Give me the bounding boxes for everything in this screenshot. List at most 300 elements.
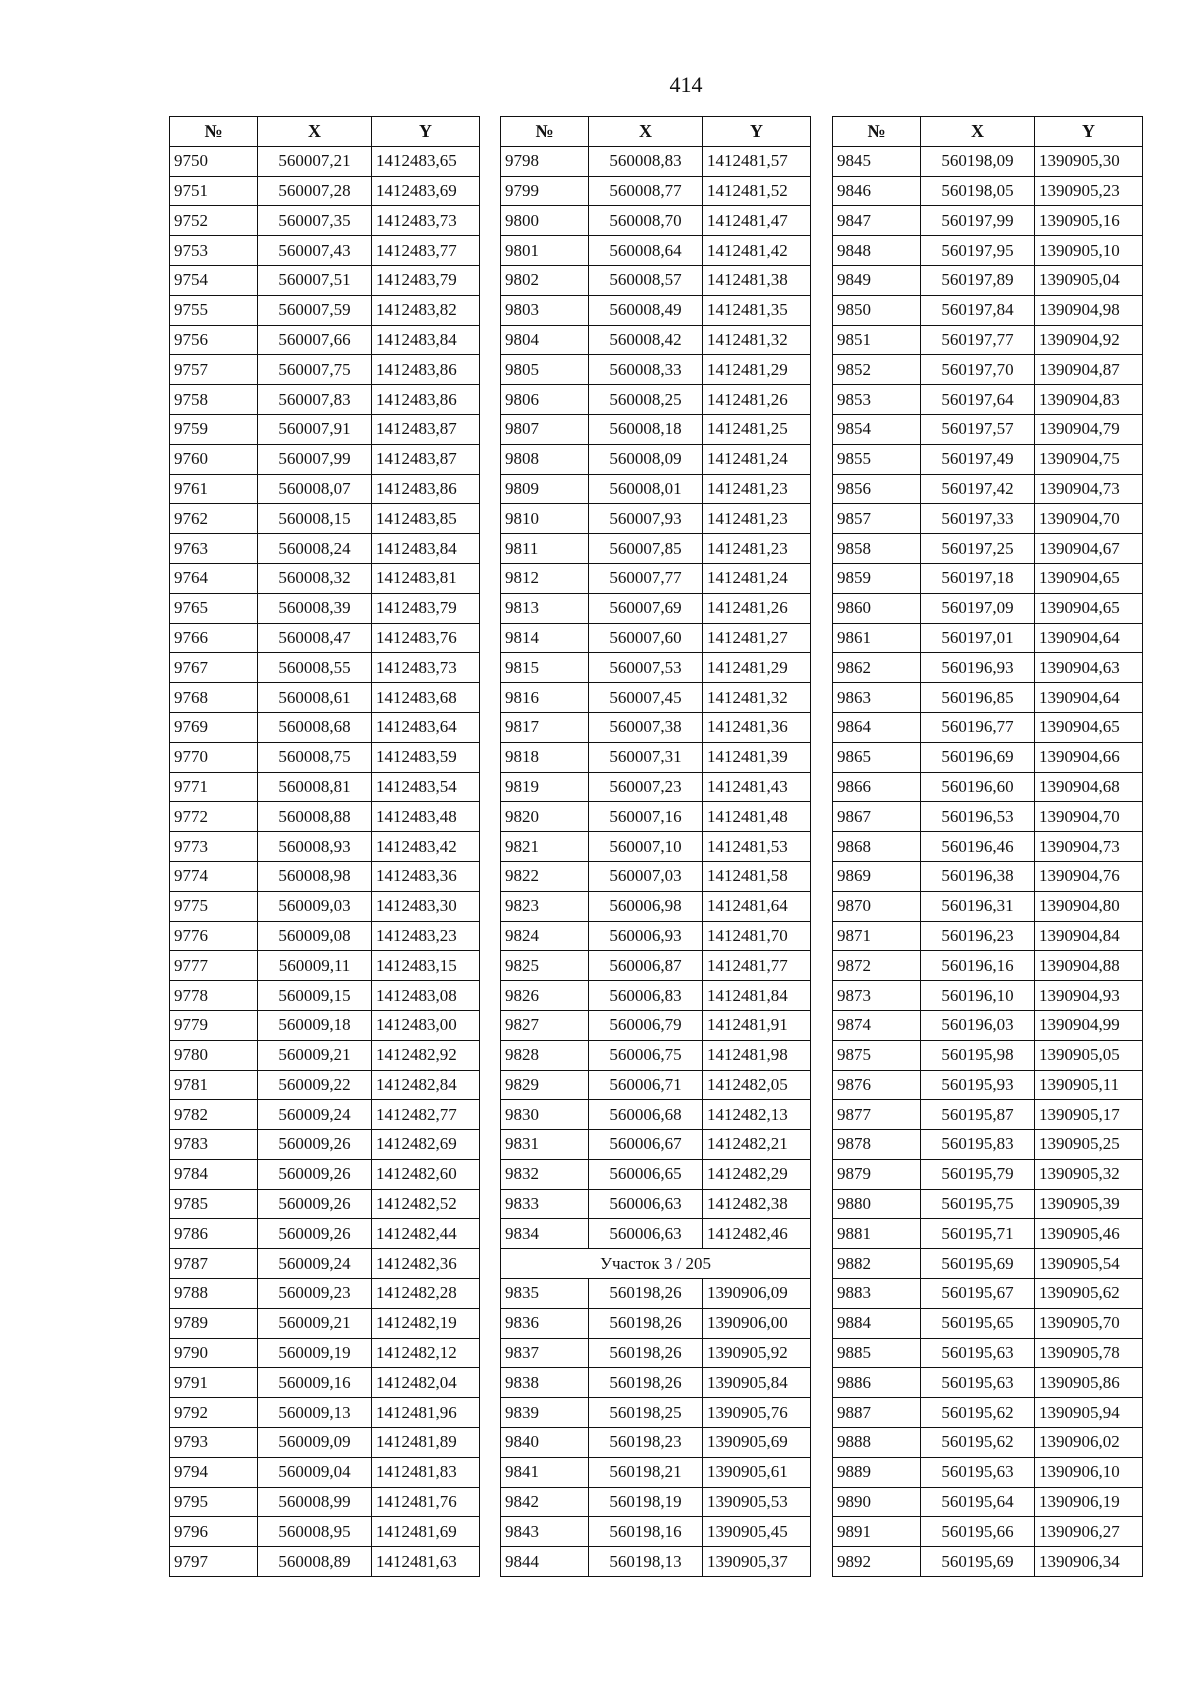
point-number: 9812 [501,563,589,593]
x-coordinate: 560008,55 [258,653,372,683]
point-number: 9779 [170,1010,258,1040]
y-coordinate: 1412481,43 [703,772,811,802]
table-row [833,1487,1143,1517]
y-coordinate: 1390904,79 [1035,414,1143,444]
table-row [501,1428,811,1458]
x-coordinate: 560007,35 [258,206,372,236]
x-coordinate: 560009,26 [258,1189,372,1219]
y-coordinate: 1412481,25 [703,414,811,444]
x-coordinate: 560195,75 [921,1189,1035,1219]
point-number: 9763 [170,534,258,564]
y-coordinate: 1412481,36 [703,712,811,742]
point-number: 9837 [501,1338,589,1368]
y-coordinate: 1412481,26 [703,593,811,623]
table-row [170,474,480,504]
point-number: 9781 [170,1070,258,1100]
table-row [170,1249,480,1279]
table-row [501,1368,811,1398]
x-coordinate: 560197,70 [921,355,1035,385]
point-number: 9821 [501,832,589,862]
point-number: 9865 [833,742,921,772]
point-number: 9889 [833,1457,921,1487]
y-coordinate: 1412481,32 [703,325,811,355]
table-row [833,206,1143,236]
x-coordinate: 560009,03 [258,891,372,921]
table-row [833,355,1143,385]
y-coordinate: 1412481,29 [703,653,811,683]
table-row [833,861,1143,891]
point-number: 9887 [833,1398,921,1428]
table-row [170,1130,480,1160]
point-number: 9846 [833,176,921,206]
point-number: 9782 [170,1100,258,1130]
table-row [833,1517,1143,1547]
table-row [833,891,1143,921]
x-coordinate: 560197,77 [921,325,1035,355]
x-coordinate: 560197,01 [921,623,1035,653]
y-coordinate: 1412483,00 [372,1010,480,1040]
y-coordinate: 1412482,44 [372,1219,480,1249]
x-coordinate: 560196,16 [921,951,1035,981]
table-row [501,1517,811,1547]
y-coordinate: 1412483,73 [372,653,480,683]
y-coordinate: 1412482,84 [372,1070,480,1100]
point-number: 9835 [501,1279,589,1309]
y-coordinate: 1412482,69 [372,1130,480,1160]
y-coordinate: 1390904,66 [1035,742,1143,772]
x-coordinate: 560197,25 [921,534,1035,564]
point-number: 9807 [501,414,589,444]
x-coordinate: 560006,87 [589,951,703,981]
point-number: 9802 [501,265,589,295]
point-number: 9858 [833,534,921,564]
table-row [170,414,480,444]
y-coordinate: 1390904,65 [1035,563,1143,593]
point-number: 9790 [170,1338,258,1368]
table-row [833,295,1143,325]
y-coordinate: 1412481,29 [703,355,811,385]
point-number: 9878 [833,1130,921,1160]
x-coordinate: 560009,26 [258,1159,372,1189]
point-number: 9786 [170,1219,258,1249]
point-number: 9862 [833,653,921,683]
point-number: 9757 [170,355,258,385]
y-coordinate: 1412481,47 [703,206,811,236]
table-row [501,1398,811,1428]
x-coordinate: 560007,93 [589,504,703,534]
header-x: X [921,117,1035,147]
x-coordinate: 560195,62 [921,1398,1035,1428]
y-coordinate: 1390905,62 [1035,1279,1143,1309]
header-number: № [170,117,258,147]
table-row [833,1308,1143,1338]
table-row [170,1457,480,1487]
point-number: 9777 [170,951,258,981]
header-y: Y [1035,117,1143,147]
y-coordinate: 1390904,70 [1035,802,1143,832]
y-coordinate: 1390904,93 [1035,981,1143,1011]
section-label: Участок 3 / 205 [501,1249,811,1279]
y-coordinate: 1412483,48 [372,802,480,832]
y-coordinate: 1390905,53 [703,1487,811,1517]
x-coordinate: 560006,98 [589,891,703,921]
x-coordinate: 560008,09 [589,444,703,474]
table-row [501,742,811,772]
point-number: 9776 [170,921,258,951]
y-coordinate: 1390904,73 [1035,474,1143,504]
table-row [833,504,1143,534]
point-number: 9818 [501,742,589,772]
y-coordinate: 1390904,64 [1035,623,1143,653]
x-coordinate: 560008,33 [589,355,703,385]
point-number: 9833 [501,1189,589,1219]
table-row [501,563,811,593]
table-row [833,951,1143,981]
y-coordinate: 1412483,79 [372,593,480,623]
y-coordinate: 1412482,05 [703,1070,811,1100]
point-number: 9847 [833,206,921,236]
x-coordinate: 560008,18 [589,414,703,444]
table-row [170,534,480,564]
x-coordinate: 560009,13 [258,1398,372,1428]
point-number: 9863 [833,683,921,713]
table-row [170,1517,480,1547]
x-coordinate: 560008,70 [589,206,703,236]
y-coordinate: 1390905,54 [1035,1249,1143,1279]
table-row [501,414,811,444]
header-x: X [589,117,703,147]
table-row [833,1398,1143,1428]
x-coordinate: 560195,87 [921,1100,1035,1130]
y-coordinate: 1390906,27 [1035,1517,1143,1547]
point-number: 9844 [501,1547,589,1577]
table-row [170,653,480,683]
y-coordinate: 1390905,25 [1035,1130,1143,1160]
y-coordinate: 1412483,76 [372,623,480,653]
point-number: 9849 [833,265,921,295]
point-number: 9855 [833,444,921,474]
y-coordinate: 1412482,28 [372,1279,480,1309]
x-coordinate: 560009,16 [258,1368,372,1398]
point-number: 9814 [501,623,589,653]
y-coordinate: 1412483,79 [372,265,480,295]
table-row [170,712,480,742]
x-coordinate: 560196,03 [921,1010,1035,1040]
x-coordinate: 560008,77 [589,176,703,206]
point-number: 9762 [170,504,258,534]
y-coordinate: 1390905,10 [1035,236,1143,266]
table-row [833,385,1143,415]
table-row [170,444,480,474]
table-row [501,534,811,564]
y-coordinate: 1412481,48 [703,802,811,832]
point-number: 9808 [501,444,589,474]
x-coordinate: 560006,75 [589,1040,703,1070]
table-row [833,176,1143,206]
x-coordinate: 560198,25 [589,1398,703,1428]
table-row [501,1159,811,1189]
point-number: 9885 [833,1338,921,1368]
point-number: 9872 [833,951,921,981]
point-number: 9804 [501,325,589,355]
y-coordinate: 1412482,77 [372,1100,480,1130]
x-coordinate: 560007,38 [589,712,703,742]
table-row [501,206,811,236]
table-row [170,1428,480,1458]
x-coordinate: 560006,63 [589,1219,703,1249]
point-number: 9830 [501,1100,589,1130]
point-number: 9824 [501,921,589,951]
point-number: 9816 [501,683,589,713]
y-coordinate: 1412483,87 [372,444,480,474]
point-number: 9774 [170,861,258,891]
x-coordinate: 560008,61 [258,683,372,713]
table-row [170,1368,480,1398]
x-coordinate: 560195,63 [921,1338,1035,1368]
y-coordinate: 1390904,76 [1035,861,1143,891]
table-row [501,1189,811,1219]
y-coordinate: 1412483,86 [372,474,480,504]
table-row [170,504,480,534]
table-row [833,1249,1143,1279]
table-row [833,236,1143,266]
y-coordinate: 1412483,08 [372,981,480,1011]
x-coordinate: 560008,81 [258,772,372,802]
point-number: 9796 [170,1517,258,1547]
y-coordinate: 1390904,83 [1035,385,1143,415]
y-coordinate: 1412482,46 [703,1219,811,1249]
table-row [501,1487,811,1517]
x-coordinate: 560008,07 [258,474,372,504]
table-row [170,206,480,236]
y-coordinate: 1390904,98 [1035,295,1143,325]
table-row [501,861,811,891]
table-row [170,265,480,295]
table-row [833,802,1143,832]
point-number: 9810 [501,504,589,534]
point-number: 9803 [501,295,589,325]
point-number: 9870 [833,891,921,921]
y-coordinate: 1412483,86 [372,385,480,415]
x-coordinate: 560195,69 [921,1249,1035,1279]
y-coordinate: 1412481,91 [703,1010,811,1040]
y-coordinate: 1412483,85 [372,504,480,534]
table-row [833,325,1143,355]
point-number: 9799 [501,176,589,206]
y-coordinate: 1390905,94 [1035,1398,1143,1428]
y-coordinate: 1390905,92 [703,1338,811,1368]
y-coordinate: 1412481,77 [703,951,811,981]
point-number: 9879 [833,1159,921,1189]
point-number: 9856 [833,474,921,504]
point-number: 9771 [170,772,258,802]
point-number: 9866 [833,772,921,802]
table-row [170,176,480,206]
x-coordinate: 560007,53 [589,653,703,683]
table-row [501,265,811,295]
y-coordinate: 1412481,69 [372,1517,480,1547]
table-row [501,1219,811,1249]
point-number: 9793 [170,1428,258,1458]
point-number: 9892 [833,1547,921,1577]
x-coordinate: 560007,69 [589,593,703,623]
point-number: 9795 [170,1487,258,1517]
y-coordinate: 1412483,84 [372,534,480,564]
y-coordinate: 1412481,35 [703,295,811,325]
point-number: 9755 [170,295,258,325]
table-row [501,593,811,623]
x-coordinate: 560197,64 [921,385,1035,415]
x-coordinate: 560197,42 [921,474,1035,504]
point-number: 9852 [833,355,921,385]
table-row [833,1368,1143,1398]
point-number: 9888 [833,1428,921,1458]
table-row [833,981,1143,1011]
x-coordinate: 560198,23 [589,1428,703,1458]
table-row [170,1159,480,1189]
y-coordinate: 1390905,69 [703,1428,811,1458]
point-number: 9886 [833,1368,921,1398]
x-coordinate: 560009,23 [258,1279,372,1309]
x-coordinate: 560007,77 [589,563,703,593]
table-row [833,832,1143,862]
point-number: 9871 [833,921,921,951]
point-number: 9794 [170,1457,258,1487]
coordinates-table-1 [169,116,480,1577]
point-number: 9778 [170,981,258,1011]
point-number: 9785 [170,1189,258,1219]
x-coordinate: 560009,11 [258,951,372,981]
x-coordinate: 560009,09 [258,1428,372,1458]
y-coordinate: 1390904,73 [1035,832,1143,862]
table-row [833,1219,1143,1249]
table-row [501,1070,811,1100]
point-number: 9766 [170,623,258,653]
y-coordinate: 1390905,70 [1035,1308,1143,1338]
x-coordinate: 560007,03 [589,861,703,891]
y-coordinate: 1412481,84 [703,981,811,1011]
x-coordinate: 560196,23 [921,921,1035,951]
x-coordinate: 560198,16 [589,1517,703,1547]
table-row [170,295,480,325]
y-coordinate: 1390906,02 [1035,1428,1143,1458]
x-coordinate: 560196,10 [921,981,1035,1011]
table-row [170,1010,480,1040]
table-row [170,1338,480,1368]
point-number: 9851 [833,325,921,355]
point-number: 9780 [170,1040,258,1070]
y-coordinate: 1390904,65 [1035,593,1143,623]
page-number: 414 [669,72,703,97]
table-row [501,444,811,474]
x-coordinate: 560009,22 [258,1070,372,1100]
table-row [170,1040,480,1070]
point-number: 9784 [170,1159,258,1189]
table-row [501,921,811,951]
x-coordinate: 560009,19 [258,1338,372,1368]
y-coordinate: 1412481,53 [703,832,811,862]
table-row [833,1040,1143,1070]
y-coordinate: 1412483,54 [372,772,480,802]
x-coordinate: 560008,75 [258,742,372,772]
table-row [170,1398,480,1428]
point-number: 9853 [833,385,921,415]
table-row [170,981,480,1011]
x-coordinate: 560008,89 [258,1547,372,1577]
x-coordinate: 560198,26 [589,1338,703,1368]
table-row [833,772,1143,802]
x-coordinate: 560197,18 [921,563,1035,593]
table-row [833,534,1143,564]
y-coordinate: 1412483,84 [372,325,480,355]
table-row [833,1130,1143,1160]
x-coordinate: 560007,23 [589,772,703,802]
point-number: 9839 [501,1398,589,1428]
x-coordinate: 560195,65 [921,1308,1035,1338]
x-coordinate: 560008,49 [589,295,703,325]
point-number: 9876 [833,1070,921,1100]
point-number: 9857 [833,504,921,534]
x-coordinate: 560195,63 [921,1457,1035,1487]
x-coordinate: 560006,67 [589,1130,703,1160]
point-number: 9859 [833,563,921,593]
table-row [501,891,811,921]
x-coordinate: 560006,83 [589,981,703,1011]
x-coordinate: 560006,65 [589,1159,703,1189]
y-coordinate: 1390904,87 [1035,355,1143,385]
y-coordinate: 1390905,16 [1035,206,1143,236]
x-coordinate: 560009,21 [258,1308,372,1338]
point-number: 9877 [833,1100,921,1130]
table-row [170,1487,480,1517]
x-coordinate: 560008,24 [258,534,372,564]
y-coordinate: 1412481,27 [703,623,811,653]
header-number: № [501,117,589,147]
y-coordinate: 1412483,77 [372,236,480,266]
point-number: 9825 [501,951,589,981]
table-row [170,355,480,385]
point-number: 9805 [501,355,589,385]
table-row [833,1457,1143,1487]
y-coordinate: 1412481,39 [703,742,811,772]
point-number: 9850 [833,295,921,325]
y-coordinate: 1390906,10 [1035,1457,1143,1487]
point-number: 9809 [501,474,589,504]
x-coordinate: 560198,05 [921,176,1035,206]
y-coordinate: 1412482,19 [372,1308,480,1338]
x-coordinate: 560009,24 [258,1249,372,1279]
x-coordinate: 560008,83 [589,146,703,176]
point-number: 9811 [501,534,589,564]
point-number: 9797 [170,1547,258,1577]
header-y: Y [372,117,480,147]
point-number: 9869 [833,861,921,891]
point-number: 9890 [833,1487,921,1517]
table-row [170,832,480,862]
y-coordinate: 1390904,67 [1035,534,1143,564]
y-coordinate: 1412483,82 [372,295,480,325]
x-coordinate: 560197,49 [921,444,1035,474]
y-coordinate: 1412481,23 [703,474,811,504]
x-coordinate: 560195,93 [921,1070,1035,1100]
point-number: 9861 [833,623,921,653]
table-row [833,1100,1143,1130]
point-number: 9854 [833,414,921,444]
x-coordinate: 560009,18 [258,1010,372,1040]
point-number: 9819 [501,772,589,802]
header-y: Y [703,117,811,147]
table-row [170,236,480,266]
